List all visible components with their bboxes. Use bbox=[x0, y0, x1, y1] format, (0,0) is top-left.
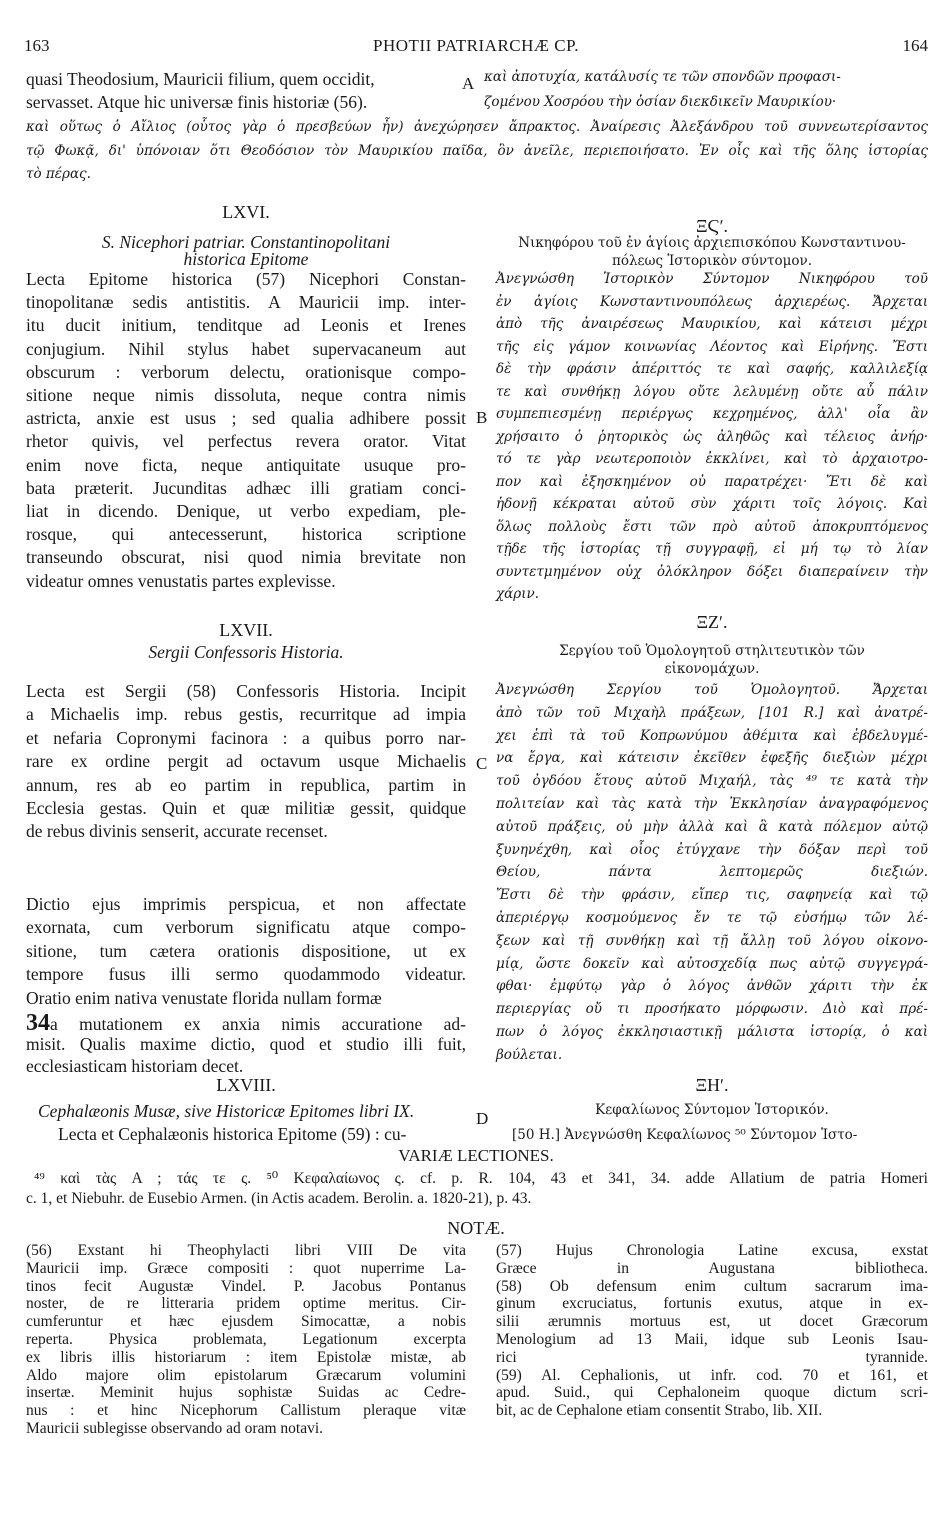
text-line: χρήσαιτο ὁ ῥητορικὸς ὡς ἀληθῶς καὶ τέλειος ἀνήρ· bbox=[496, 428, 928, 445]
text-line: τε καὶ συνθήκῃ λόγου οὔτε λελυμένῃ οὔτε αὖ πάλιν bbox=[496, 383, 928, 400]
text-line: annum, res ab eo partim in republica, partim in bbox=[26, 774, 466, 795]
text-line: rici tyrannide. bbox=[496, 1348, 928, 1366]
variae-title: VARIÆ LECTIONES. bbox=[398, 1146, 554, 1165]
text-line: ἀπὸ τῶν τοῦ Μιχαὴλ πράξεων, [101 R.] καὶ ἀνατρέ- bbox=[496, 704, 928, 721]
greek-line: [50 H.] Ἀνεγνώσθη Κεφαλίωνος ⁵⁰ Σύντομον Ἱστο- bbox=[512, 1127, 858, 1143]
text-line: μίᾳ, ὥστε δοκεῖν καὶ αὐτοσχεδίᾳ πως αὐτῷ συγγεγρά- bbox=[496, 955, 928, 972]
text-line: de rebus divinis senserit, accurate recenset. bbox=[26, 821, 328, 842]
text-line: αὐτοῦ πράξεις, οὐ μὴν ἀλλὰ καὶ ἃ κατὰ πόλεμον αὐτῷ bbox=[496, 818, 928, 835]
text-line: ἐν ἁγίοις Κωνσταντινουπόλεως ἀρχιερέως. Ἄρχεται bbox=[496, 293, 928, 310]
section-title: S. Nicephori patriar. Constantinopolitani bbox=[101, 232, 391, 252]
greek-section-title: Σεργίου τοῦ Ὁμολογητοῦ στηλιτευτικὸν τῶν bbox=[559, 643, 865, 659]
text-line: Lecta Epitome historica (57) Nicephori Constan- bbox=[26, 269, 466, 289]
text-line: (56) Exstant hi Theophylacti libri VIII De vita bbox=[26, 1242, 466, 1259]
greek-line: ζομένου Χοσρόου τὴν ὁσίαν διεκδικεῖν Μαυρικίου· bbox=[484, 94, 837, 110]
section-title: Sergii Confessoris Historia. bbox=[148, 642, 344, 662]
greek-section-number: ΞΖʹ. bbox=[696, 612, 728, 632]
greek-section-title: εἰκονομάχων. bbox=[664, 661, 760, 677]
text-line: (59) Al. Cephalionis, ut infr. cod. 70 et 161, et bbox=[496, 1366, 928, 1384]
text-line: Græce in Augustana bibliotheca. bbox=[496, 1259, 928, 1277]
text-line: χάριν. bbox=[496, 586, 540, 602]
text-line: nus : et hinc Nicephorum Callistum pleraque vitæ bbox=[26, 1402, 466, 1420]
text-line: rhetor quivis, vel perfectus revera orator. Vitat bbox=[26, 431, 466, 452]
text-line: Θείου, πάντα λεπτομερῶς διεξιών. bbox=[496, 864, 928, 881]
latin-line: servasset. Atque hic universæ finis historiæ (56). bbox=[26, 92, 368, 112]
text-line: πολιτείαν καὶ τὰς κατὰ τὴν Ἐκκλησίαν ἀναγραφόμενος bbox=[496, 796, 928, 812]
latin-line bbox=[26, 1012, 466, 1035]
text-line: itu ducit initium, tenditque ad Leonis et Irenes bbox=[26, 315, 466, 336]
text-line: Menologium ad 13 Maii, idque sub Leonis Isau- bbox=[496, 1331, 928, 1348]
text-line: exornata, cum verborum significatu atque compo- bbox=[26, 917, 466, 938]
text-line: συντετμημένον οὐχ ὁλόκληρον δόξει διαπεραίνειν τὴν bbox=[496, 563, 928, 580]
text-line: ex libris illis historiarum : item Epistolæ mistæ, ab bbox=[26, 1348, 466, 1366]
text-line: Lecta est Sergii (58) Confessoris Historia. Incipit bbox=[26, 681, 466, 701]
greek-section-title: Κεφαλίωνος Σύντομον Ἱστορικόν. bbox=[595, 1102, 829, 1118]
right-page-number: 164 bbox=[902, 36, 928, 55]
greek-line: τῷ Φωκᾷ, δι' ὑπόνοιαν ὅτι Θεοδόσιον τὸν Μαυρικίου παῖδα, ὃν ἀνεῖλε, περιεποιήσατο. Ἐν οἷς καὶ τῆς ὅλης ἱστορίας bbox=[26, 143, 928, 159]
text-line: cumferuntur et hæc ejusdem Simocattæ, a nobis bbox=[26, 1313, 466, 1331]
text-line: sitione neque nimis dissoluta, neque contra nimis bbox=[26, 385, 466, 405]
text-line: Oratio enim nativa venustate florida nullam formæ bbox=[26, 987, 382, 1008]
variant-reading: ⁴⁹ καὶ τὰς A ; τάς τε ς. ⁵⁰ Κεφαλαίωνος ς. cf. p. R. 104, 43 et 341, 34. adde Allatium de patria Homeri bbox=[34, 1170, 928, 1187]
text-line: silii ærumnis mortuus est, ut docet Græcorum bbox=[496, 1313, 928, 1331]
latin-line: Lecta et Cephalæonis historica Epitome (59) : cu- bbox=[58, 1124, 407, 1144]
text-line: obscurum : verborum delectu, orationisque compo- bbox=[26, 361, 466, 382]
text-line: Ἔστι δὲ τὴν φράσιν, εἴπερ τις, σαφηνείᾳ καὶ τῷ bbox=[496, 887, 928, 904]
text-line: Ἀνεγνώσθη Ἱστορικὸν Σύντομον Νικηφόρου τοῦ bbox=[496, 271, 928, 287]
text-line: (57) Hujus Chronologia Latine excusa, exstat bbox=[496, 1242, 928, 1259]
text-line: συμπεπιεσμένῃ περιέργως κεχρημένος, ἀλλ' οἷα ἂν bbox=[496, 406, 928, 422]
text-line: ἡδονῇ κέκραται αὐτοῦ σὺν χάριτι τοῖς λόγοις. Καὶ bbox=[496, 496, 928, 512]
greek-section-number: ΞΗʹ. bbox=[695, 1075, 729, 1095]
text-line: apud. Suid., qui Cephaloneim quoque dictum scri- bbox=[496, 1384, 928, 1402]
text-line: misit. Qualis maxime dictio, quod et studio illi fuit, bbox=[26, 1034, 466, 1054]
text-line: bata præterit. Jucunditas adhæc illi gratiam conci- bbox=[26, 477, 466, 498]
text-line: ἀπεριέργῳ κοσμούμενος ἔν τε τῷ εὐσήμῳ τῶν λέ- bbox=[496, 910, 928, 926]
text-line: ginum excruciatus, fortunis exutus, atque in ex- bbox=[496, 1295, 928, 1313]
text-line: Ecclesia gestas. Quin et quæ militiæ gessit, quidque bbox=[26, 798, 466, 818]
text-line: πον καὶ ἐξησκημένον οὐ παρατρέχει· Ἔτι δὲ καὶ bbox=[496, 473, 928, 490]
greek-line: καὶ ἀποτυχία, κατάλυσίς τε τῶν σπονδῶν προφασι- bbox=[484, 69, 841, 85]
section-number: LXVI. bbox=[222, 202, 270, 222]
greek-line: καὶ οὕτως ὁ Αἴλιος (οὗτος γὰρ ὁ πρεσβεύων ἦν) ἀνεχώρησεν ἄπρακτος. Ἀναίρεσις Ἀλεξάνδρου τοῦ συννεωτερίσαντος bbox=[26, 119, 928, 135]
text-line: φθαι· ἐμφύτῳ γὰρ ὁ λόγος ἀνθῶν χάριτι τὴν ἐκ bbox=[496, 978, 928, 995]
section-title: historica Epitome bbox=[183, 249, 309, 269]
text-line: ecclesiasticam historiam decet. bbox=[26, 1055, 244, 1076]
text-line: transeundo obscurat, nisi quod nimia brevitate non bbox=[26, 547, 466, 568]
text-line: conjugium. Nihil stylus habet supervacaneum aut bbox=[26, 338, 466, 359]
text-line: βούλεται. bbox=[496, 1046, 563, 1063]
text-line: πων ὁ λόγος ἐκκλησιαστικῇ μάλιστα ἱστορίᾳ, ὁ καὶ bbox=[496, 1024, 928, 1040]
text-line: et nefaria Copronymi facinora : a quibus porro nar- bbox=[26, 727, 466, 748]
text-line: να ἔργα, καὶ κάτεισιν ἐκεῖθεν ἐφεξῆς διεξιὼν μέχρι bbox=[496, 750, 928, 767]
section-title: Cephalæonis Musæ, sive Historicæ Epitomes libri IX. bbox=[38, 1101, 415, 1121]
text-line: χει ἐπὶ τὰ τοῦ Κοπρωνύμου ἀθέμιτα καὶ ἐβδελυγμέ- bbox=[496, 727, 928, 744]
text-line: tinos fecit Augustæ Vindel. P. Jacobus Pontanus bbox=[26, 1277, 466, 1295]
text-line: Aldo majore olim epistolarum Græcarum volumini bbox=[26, 1366, 466, 1384]
variant-reading: c. 1, et Niebuhr. de Eusebio Armen. (in Actis academ. Berolin. a. 1820-21), p. 43. bbox=[26, 1190, 532, 1207]
notes-title: NOTÆ. bbox=[447, 1218, 505, 1238]
margin-letter-a: A bbox=[462, 74, 475, 93]
text-line: rare ex ordine pergit ad octavum usque Michaelis bbox=[26, 751, 466, 772]
text-line: τῇδε τῆς ἱστορίας τῇ συγγραφῇ, εἰ μή τῳ τὸ λίαν bbox=[496, 541, 928, 557]
text-line: Mauricii sublegisse observando ad oram notavi. bbox=[26, 1420, 324, 1437]
text-line: astricta, anxie est usus ; sed qualia adhibere possit bbox=[26, 408, 466, 429]
text-line: ὅλως πολλοὺς ἔστι τῶν πρὸ αὐτοῦ ἀποκρυπτόμενος bbox=[496, 518, 928, 535]
text-line: tempore fusus illi sermo quodammodo videatur. bbox=[26, 964, 466, 985]
running-header bbox=[24, 36, 928, 60]
text-line: videatur omnes venustatis partes explevisse. bbox=[26, 570, 336, 591]
margin-letter-b: B bbox=[476, 408, 488, 427]
text-line: (58) Ob defensum enim cultum sacrarum ima- bbox=[496, 1277, 928, 1295]
text-line: ξεων καὶ τῇ συνθήκῃ καὶ τῇ ἄλλῃ τοῦ λόγου οἰκονο- bbox=[496, 932, 928, 949]
text-line: noster, de re litteraria pridem optime meritus. Cir- bbox=[26, 1295, 466, 1313]
text-line: liat in dicendo. Denique, ut verbo expediam, ple- bbox=[26, 501, 466, 521]
text-line: reperta. Physica problemata, Legationum excerpta bbox=[26, 1331, 466, 1348]
marginal-reference-number: 34 bbox=[26, 1010, 50, 1036]
text-line: τῆς εἰς γάμον κοινωνίας Λέοντος καὶ Εἰρήνης. Ἔστι bbox=[496, 338, 928, 355]
text-line: τοῦ ὀγδόου ἔτους αὐτοῦ Μιχαήλ, τὰς ⁴⁹ τε κατὰ τὴν bbox=[496, 773, 928, 790]
margin-letter-d: D bbox=[476, 1109, 489, 1128]
text-line: τό τε γὰρ νεωτεροποιὸν ἐκκλίνει, καὶ τὸ ἀρχαιοτρο- bbox=[496, 451, 928, 467]
text-line: tinopolitanæ sedis antistitis. A Mauricii imp. inter- bbox=[26, 292, 466, 313]
text-line: δὲ τὴν φράσιν ἀπέριττός τε καὶ σαφής, καλλιλεξίᾳ bbox=[496, 361, 928, 377]
text-line: insertæ. Meminit hujus sophistæ Suidas ac Cedre- bbox=[26, 1384, 466, 1402]
greek-section-title: Νικηφόρου τοῦ ἐν ἁγίοις ἀρχιεπισκόπου Κωνσταντινου- bbox=[518, 235, 906, 251]
latin-line: quasi Theodosium, Mauricii filium, quem occidit, bbox=[26, 69, 375, 89]
text-line: ξυνηνέχθη, καὶ οἷος ἐτύγχανε τὴν δόξαν περὶ τοῦ bbox=[496, 841, 928, 858]
text-line: enim nove ficta, neque antiquitate usuque pro- bbox=[26, 454, 466, 475]
text-line: Mauricii imp. Græce compositi : quot nuperrime La- bbox=[26, 1259, 466, 1277]
section-number: LXVIII. bbox=[216, 1075, 276, 1095]
greek-section-number: ΞϚʹ. bbox=[695, 216, 729, 236]
text-line: a Michaelis imp. rebus gestis, recurritque ad impia bbox=[26, 704, 466, 725]
section-number: LXVII. bbox=[219, 620, 273, 640]
left-page-number: 163 bbox=[24, 36, 50, 55]
latin-line-text: a mutationem ex anxia nimis accuratione ad- bbox=[50, 1014, 466, 1034]
text-line: Dictio ejus imprimis perspicua, et non affectate bbox=[26, 894, 466, 914]
greek-section-title: πόλεως Ἱστορικὸν σύντομον. bbox=[611, 253, 813, 269]
text-line: ἀπὸ τῆς ἀναιρέσεως Μαυρικίου, καὶ κάτεισι μέχρι bbox=[496, 316, 928, 332]
text-line: bit, ac de Cephalone etiam consentit Strabo, lib. XII. bbox=[496, 1402, 823, 1420]
text-line: sitione, tum cætera orationis dispositione, ut ex bbox=[26, 940, 466, 961]
text-line: Ἀνεγνώσθη Σεργίου τοῦ Ὁμολογητοῦ. Ἄρχεται bbox=[496, 682, 928, 698]
greek-line: τὸ πέρας. bbox=[26, 166, 91, 182]
text-line: περιεργίας οὔ τι προσήκατο μόρφωσιν. Διὸ καὶ πρέ- bbox=[496, 1001, 928, 1018]
text-line: rosque, qui antecesserunt, historica scriptione bbox=[26, 524, 466, 545]
running-title: PHOTII PATRIARCHÆ CP. bbox=[373, 36, 579, 55]
margin-letter-c: C bbox=[476, 754, 488, 773]
